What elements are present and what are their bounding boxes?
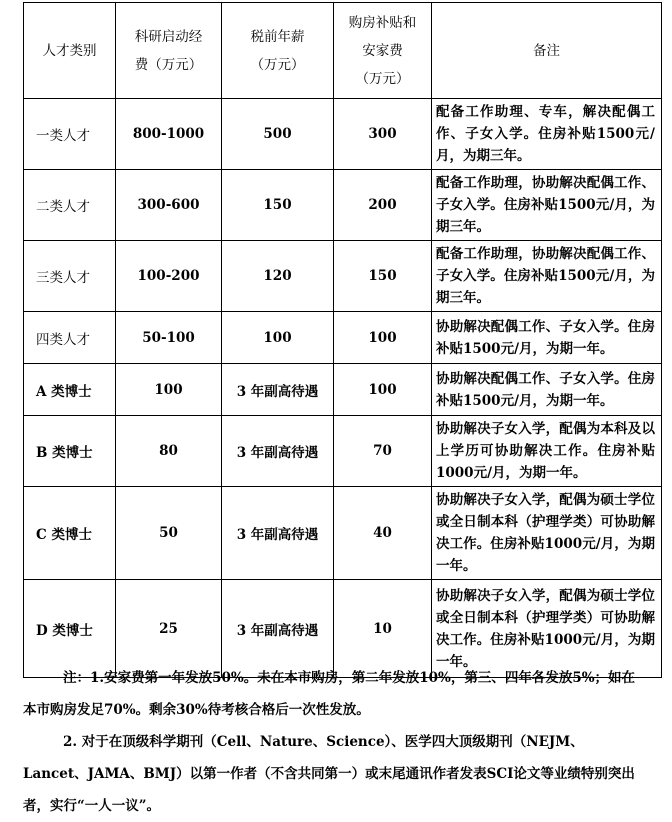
table-row bbox=[24, 241, 662, 312]
header-housing-subsidy: 购房补贴和 安家费 （万元） bbox=[334, 3, 432, 99]
cell-salary: 100 bbox=[222, 312, 334, 364]
cell-notes: 配备工作助理，协助解决配偶工作、子女入学。住房补贴1500元/月，为期三年。 bbox=[432, 170, 662, 241]
cell-notes: 协助解决子女入学，配偶为硕士学位或全日制本科（护理学类）可协助解决工作。住房补贴1000元/月，为期一年。 bbox=[432, 580, 662, 678]
cell-category: 三类人才 bbox=[24, 241, 116, 312]
cell-category: D 类博士 bbox=[24, 580, 116, 678]
cell-research: 100-200 bbox=[116, 241, 222, 312]
cell-salary: 3 年副高待遇 bbox=[222, 416, 334, 487]
cell-housing: 10 bbox=[334, 580, 432, 678]
cell-research: 800-1000 bbox=[116, 99, 222, 170]
cell-research: 50-100 bbox=[116, 312, 222, 364]
cell-housing: 40 bbox=[334, 487, 432, 580]
header-category: 人才类别 bbox=[24, 3, 116, 99]
cell-category: 一类人才 bbox=[24, 99, 116, 170]
cell-salary: 3 年副高待遇 bbox=[222, 487, 334, 580]
header-salary: 税前年薪 （万元） bbox=[222, 3, 334, 99]
cell-housing: 70 bbox=[334, 416, 432, 487]
table-row bbox=[24, 170, 662, 241]
cell-notes: 配备工作助理，协助解决配偶工作、子女入学。住房补贴1500元/月，为期三年。 bbox=[432, 241, 662, 312]
table-row bbox=[24, 99, 662, 170]
cell-salary: 150 bbox=[222, 170, 334, 241]
footnote-1: 注：1.安家费第一年发放50%。未在本市购房，第二年发放10%，第三、四年各发放5%；如在本市购房发足70%。剩余30%待考核合格后一次性发放。 bbox=[23, 670, 636, 718]
footnote-2: 2. 对于在顶级科学期刊（Cell、Nature、Science）、医学四大顶级期刊（NEJM、Lancet、JAMA、BMJ）以第一作者（不含共同第一）或末尾通讯作者发表SCI论文等业绩特别突出者，实行“一人一议”。 bbox=[23, 734, 635, 814]
cell-category: C 类博士 bbox=[24, 487, 116, 580]
table-header-row bbox=[24, 3, 662, 99]
table-row bbox=[24, 312, 662, 364]
cell-housing: 150 bbox=[334, 241, 432, 312]
cell-housing: 100 bbox=[334, 312, 432, 364]
cell-category: A 类博士 bbox=[24, 364, 116, 416]
table-row bbox=[24, 487, 662, 580]
table-row bbox=[24, 416, 662, 487]
cell-notes: 配备工作助理、专车，解决配偶工作、子女入学。住房补贴1500元/月，为期三年。 bbox=[432, 99, 662, 170]
header-research-funding: 科研启动经 费（万元） bbox=[116, 3, 222, 99]
cell-category: 四类人才 bbox=[24, 312, 116, 364]
cell-category: B 类博士 bbox=[24, 416, 116, 487]
cell-research: 100 bbox=[116, 364, 222, 416]
header-notes: 备注 bbox=[432, 3, 662, 99]
table-row bbox=[24, 364, 662, 416]
cell-category: 二类人才 bbox=[24, 170, 116, 241]
cell-housing: 200 bbox=[334, 170, 432, 241]
cell-notes: 协助解决配偶工作、子女入学。住房补贴1500元/月，为期一年。 bbox=[432, 312, 662, 364]
cell-notes: 协助解决子女入学，配偶为本科及以上学历可协助解决工作。住房补贴1000元/月，为期一年。 bbox=[432, 416, 662, 487]
cell-salary: 500 bbox=[222, 99, 334, 170]
cell-salary: 120 bbox=[222, 241, 334, 312]
footnotes bbox=[23, 662, 643, 822]
cell-research: 25 bbox=[116, 580, 222, 678]
cell-housing: 300 bbox=[334, 99, 432, 170]
cell-salary: 3 年副高待遇 bbox=[222, 364, 334, 416]
cell-housing: 100 bbox=[334, 364, 432, 416]
cell-research: 50 bbox=[116, 487, 222, 580]
cell-research: 80 bbox=[116, 416, 222, 487]
cell-notes: 协助解决子女入学，配偶为硕士学位或全日制本科（护理学类）可协助解决工作。住房补贴1000元/月，为期一年。 bbox=[432, 487, 662, 580]
cell-research: 300-600 bbox=[116, 170, 222, 241]
cell-salary: 3 年副高待遇 bbox=[222, 580, 334, 678]
cell-notes: 协助解决配偶工作、子女入学。住房补贴1500元/月，为期一年。 bbox=[432, 364, 662, 416]
talent-policy-table bbox=[23, 2, 662, 678]
